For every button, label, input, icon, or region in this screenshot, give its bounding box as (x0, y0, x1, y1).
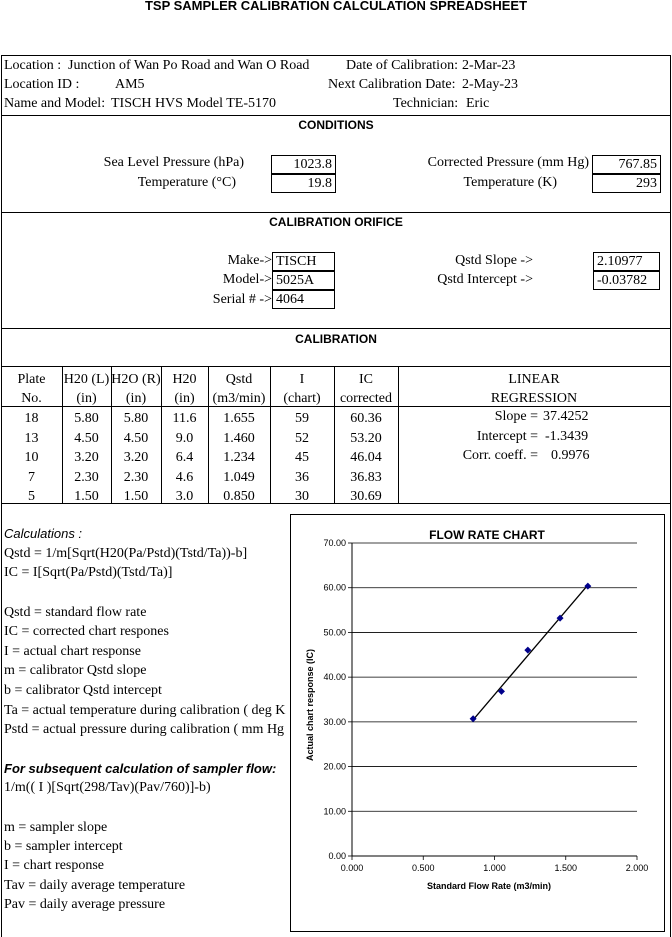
technician-label: Technician: (393, 96, 459, 111)
table-cell: 9.0 (175, 430, 194, 446)
table-cell: 2.30 (123, 469, 149, 485)
location-id-label: Location ID : (4, 77, 80, 92)
date-value: 2-Mar-23 (462, 58, 516, 73)
table-cell: 11.6 (172, 411, 197, 426)
table-cell: 36 (295, 469, 309, 485)
def-tav: Tav = daily average temperature (4, 878, 186, 893)
col-header-h2o-left: H20 (L) (in) (63, 372, 110, 406)
y-tick-label: 20.00 (323, 761, 346, 772)
table-cell: 46.04 (350, 450, 382, 465)
table-cell: 52 (295, 430, 309, 446)
location-value: Junction of Wan Po Road and Wan O Road (68, 58, 310, 73)
trendline (473, 585, 588, 720)
table-cell: 30 (295, 489, 309, 504)
regression-title: LINEAR REGRESSION (490, 372, 578, 406)
def-m: m = calibrator Qstd slope (4, 663, 147, 678)
table-cell: 1.460 (223, 430, 255, 446)
table-cell: 3.20 (123, 450, 149, 465)
table-cell: 5 (28, 489, 35, 504)
orifice-make-value: TISCH (272, 252, 335, 271)
corr-coeff-label: Corr. coeff. = (462, 448, 538, 463)
frame-top (1, 55, 671, 56)
calibration-header: CALIBRATION (295, 332, 377, 346)
chart-plot-area (323, 538, 648, 873)
x-tick-label: 0.500 (411, 863, 435, 873)
orifice-model-label: Model-> (222, 272, 272, 287)
corr-pressure-value: 767.85 (592, 155, 661, 174)
table-cell: 13 (24, 430, 39, 446)
slope-value: 37.4252 (543, 409, 589, 424)
regression-underline (398, 406, 670, 407)
table-cell: 18 (24, 411, 39, 426)
table-cell: 4.6 (175, 469, 194, 485)
table-cell: 3.20 (74, 450, 99, 465)
orifice-header: CALIBRATION ORIFICE (269, 215, 403, 229)
x-tick-label: 1.500 (554, 863, 578, 873)
def-b: b = calibrator Qstd intercept (4, 683, 162, 698)
table-cell: 45 (295, 450, 309, 465)
table-cell: 59 (295, 411, 309, 426)
y-tick-label: 60.00 (323, 582, 346, 593)
intercept-label: Intercept = (476, 429, 538, 444)
col-header-qstd: Qstd (m3/min) (212, 372, 266, 406)
model-value: TISCH HVS Model TE-5170 (111, 96, 277, 111)
def-sampler-m: m = sampler slope (4, 820, 108, 835)
table-cell: 0.850 (223, 489, 255, 504)
col-header-plate: Plate No. (17, 372, 46, 406)
table-cell: 7 (28, 469, 35, 485)
divider-conditions (1, 212, 671, 213)
col-header-i: I (chart) (283, 372, 321, 406)
next-date-value: 2-May-23 (462, 77, 518, 92)
model-label: Name and Model: (4, 96, 106, 111)
table-cell: 5.80 (74, 411, 99, 426)
def-qstd: Qstd = standard flow rate (4, 605, 147, 620)
temp-k-label: Temperature (K) (463, 175, 557, 190)
col-header-h2o: H20 (in) (172, 372, 197, 406)
corr-coeff-value: 0.9976 (551, 448, 590, 463)
qstd-intercept-label: Qstd Intercept -> (437, 272, 533, 287)
subsequent-heading: For subsequent calculation of sampler flow: (4, 761, 277, 776)
y-tick-label: 40.00 (323, 672, 346, 683)
def-ta: Ta = actual temperature during calibration ( deg K (4, 703, 286, 718)
table-cell: 10 (24, 450, 39, 465)
table-cell: 1.049 (223, 469, 255, 485)
divider-calibration (1, 366, 671, 367)
temp-k-value: 293 (592, 174, 661, 193)
table-cell: 1.655 (223, 411, 255, 426)
corr-pressure-label: Corrected Pressure (mm Hg) (427, 155, 589, 170)
x-tick-label: 0.000 (340, 863, 364, 873)
chart-ylabel: Actual chart response (IC) (305, 648, 315, 762)
table-cell: 1.50 (74, 489, 99, 504)
y-tick-label: 70.00 (323, 538, 346, 548)
location-label: Location : (4, 58, 62, 73)
table-cell: 4.50 (74, 430, 99, 446)
sea-level-label: Sea Level Pressure (hPa) (103, 155, 244, 170)
page-title: TSP SAMPLER CALIBRATION CALCULATION SPREADSHEET (144, 0, 528, 13)
orifice-model-value: 5025A (272, 271, 335, 290)
chart-xlabel: Standard Flow Rate (m3/min) (426, 881, 552, 891)
formula-qstd: Qstd = 1/m[Sqrt(H20(Pa/Pstd)(Tstd/Ta))-b] (4, 546, 248, 561)
table-cell: 36.83 (350, 469, 382, 485)
qstd-intercept-value: -0.03782 (593, 271, 660, 290)
x-tick-label: 1.000 (483, 863, 506, 873)
col-header-h2o-right: H2O (R) (in) (111, 372, 161, 406)
chart-title: FLOW RATE CHART (429, 528, 545, 542)
flow-rate-chart (290, 514, 665, 932)
table-cell: 2.30 (74, 469, 99, 485)
table-cell: 60.36 (350, 411, 382, 426)
qstd-slope-value: 2.10977 (593, 252, 660, 271)
formula-sampler: 1/m(( I )[Sqrt(298/Tav)(Pav/760)]-b) (4, 780, 211, 795)
intercept-value: -1.3439 (545, 429, 589, 444)
location-id-value: AM5 (115, 77, 145, 92)
table-cell: 1.234 (223, 450, 255, 465)
x-tick-label: 2.000 (625, 863, 649, 873)
y-tick-label: 10.00 (323, 806, 346, 817)
divider-info (1, 115, 671, 116)
conditions-header: CONDITIONS (298, 118, 374, 132)
flow-rate-chart-svg (291, 515, 664, 931)
qstd-slope-label: Qstd Slope -> (455, 253, 533, 268)
orifice-make-label: Make-> (227, 253, 272, 268)
frame-right (670, 55, 671, 937)
col-header-ic: IC corrected (339, 372, 393, 406)
y-tick-label: 0.00 (328, 851, 346, 861)
def-sampler-b: b = sampler intercept (4, 839, 123, 854)
def-pav: Pav = daily average pressure (4, 897, 166, 912)
def-i: I = actual chart response (4, 644, 141, 659)
table-cell: 1.50 (123, 489, 149, 504)
sea-level-value: 1023.8 (271, 155, 336, 174)
y-tick-label: 30.00 (323, 716, 346, 727)
divider-orifice (1, 328, 671, 329)
table-cell: 5.80 (123, 411, 149, 426)
date-label: Date of Calibration: (346, 58, 458, 73)
calculations-heading: Calculations : (4, 526, 83, 541)
table-cell: 30.69 (350, 489, 382, 504)
header-underline (1, 406, 398, 407)
orifice-serial-label: Serial # -> (212, 292, 272, 307)
table-cell: 4.50 (123, 430, 149, 446)
next-date-label: Next Calibration Date: (328, 77, 456, 92)
table-cell: 3.0 (175, 489, 194, 504)
temp-c-label: Temperature (°C) (137, 175, 236, 190)
slope-label: Slope = (494, 409, 538, 424)
y-tick-label: 50.00 (323, 627, 346, 638)
technician-value: Eric (466, 96, 490, 111)
divider-table-bottom (1, 503, 671, 504)
table-cell: 6.4 (175, 450, 194, 465)
temp-c-value: 19.8 (271, 174, 336, 193)
formula-ic: IC = I[Sqrt(Pa/Pstd)(Tstd/Ta)] (4, 565, 173, 580)
table-cell: 53.20 (350, 430, 382, 446)
orifice-serial-value: 4064 (272, 290, 335, 309)
def-sampler-i: I = chart response (4, 858, 105, 873)
def-pstd: Pstd = actual pressure during calibration ( mm Hg (4, 722, 285, 737)
def-ic: IC = corrected chart respones (4, 624, 169, 639)
